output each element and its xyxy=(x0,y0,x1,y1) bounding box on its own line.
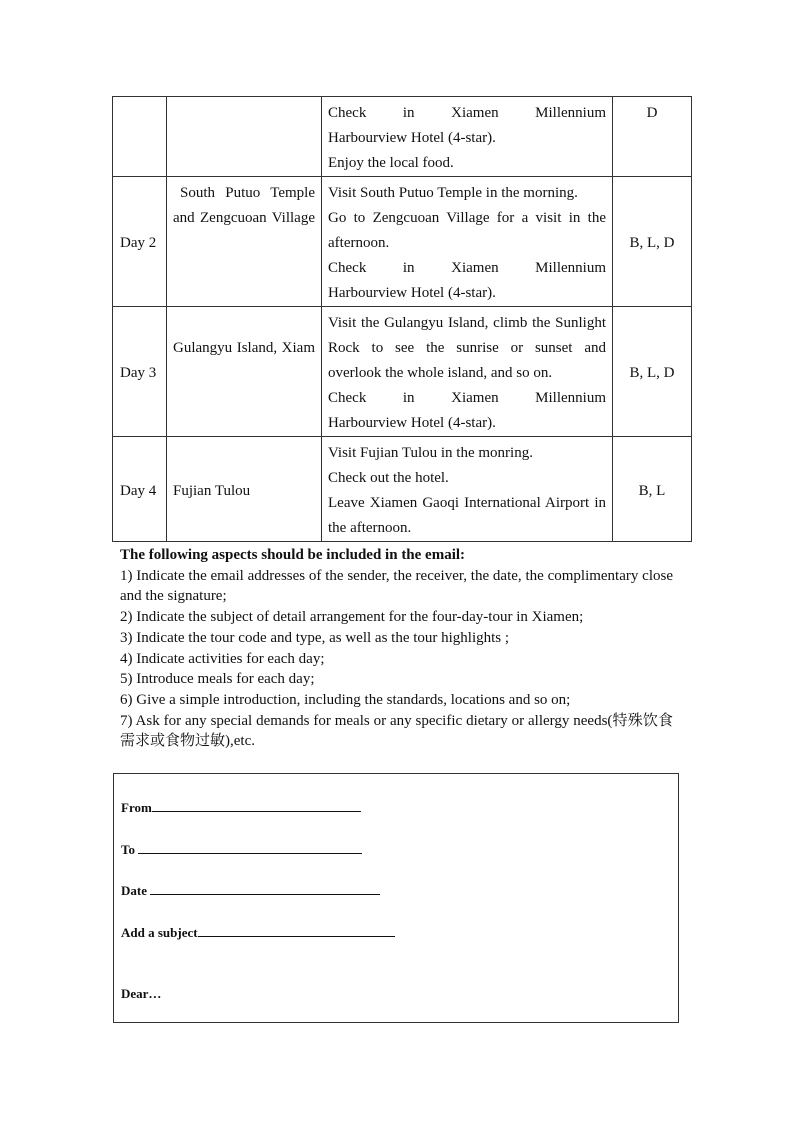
activities-cell xyxy=(322,177,613,307)
table-row xyxy=(113,307,692,437)
instruction-item: 5) Introduce meals for each day; xyxy=(120,671,315,688)
table-row xyxy=(113,97,692,177)
instruction-item: 7) Ask for any special demands for meals or any specific dietary or allergy needs(特殊饮食需求或食物过敏),etc. xyxy=(120,712,673,750)
activities-cell xyxy=(322,437,613,542)
place-cell: Gulangyu Island, Xiam xyxy=(167,307,322,437)
instruction-item: 6) Give a simple introduction, including the standards, locations and so on; xyxy=(120,691,571,708)
table-row xyxy=(113,177,692,307)
table-row xyxy=(113,437,692,542)
day-cell: Day 4 xyxy=(113,437,167,542)
activity-line: Check in Xiamen Millennium xyxy=(328,105,606,121)
to-input[interactable] xyxy=(138,840,362,854)
activity-line: Enjoy the local food. xyxy=(328,155,454,171)
meals-cell: B, L, D xyxy=(613,307,692,437)
date-label: Date xyxy=(121,883,147,898)
date-input[interactable] xyxy=(150,881,380,895)
to-field xyxy=(121,840,362,858)
meals-cell: B, L xyxy=(613,437,692,542)
activity-line: Harbourview Hotel (4-star). xyxy=(328,130,496,146)
activity-line: Visit Fujian Tulou in the monring. xyxy=(328,445,533,461)
activity-line: Harbourview Hotel (4-star). xyxy=(328,285,496,301)
greeting[interactable]: Dear… xyxy=(121,986,162,1001)
subject-label: Add a subject xyxy=(121,925,198,940)
day-cell xyxy=(113,97,167,177)
date-field xyxy=(121,881,380,899)
activity-line: Harbourview Hotel (4-star). xyxy=(328,415,496,431)
itinerary-table xyxy=(112,96,692,542)
instruction-item: 3) Indicate the tour code and type, as well as the tour highlights ; xyxy=(120,629,510,646)
day-cell: Day 2 xyxy=(113,177,167,307)
activities-cell xyxy=(322,307,613,437)
subject-input[interactable] xyxy=(198,923,395,937)
activity-line: Leave Xiamen Gaoqi International Airport in the afternoon. xyxy=(328,495,606,536)
instructions-heading: The following aspects should be included in the email: xyxy=(120,547,466,563)
activity-line: Check in Xiamen Millennium xyxy=(328,260,606,276)
activity-line: Visit South Putuo Temple in the morning. xyxy=(328,185,578,201)
instruction-item: 4) Indicate activities for each day; xyxy=(120,650,325,667)
activity-line: Check in Xiamen Millennium xyxy=(328,390,606,406)
place-cell: Fujian Tulou xyxy=(167,437,322,542)
instruction-item: 1) Indicate the email addresses of the sender, the receiver, the date, the complimentary close and the signature; xyxy=(120,567,673,605)
day-cell: Day 3 xyxy=(113,307,167,437)
subject-field xyxy=(121,923,395,941)
activities-cell xyxy=(322,97,613,177)
place-cell xyxy=(167,97,322,177)
meals-cell: D xyxy=(613,97,692,177)
email-form xyxy=(113,773,679,1023)
activity-line: Visit the Gulangyu Island, climb the Sunlight Rock to see the sunrise or sunset and overlook the whole island, and so on. xyxy=(328,315,606,381)
place-cell: South Putuo Temple and Zengcuoan Village xyxy=(167,177,322,307)
to-label: To xyxy=(121,842,135,857)
meals-cell: B, L, D xyxy=(613,177,692,307)
email-instructions xyxy=(120,545,673,752)
instruction-item: 2) Indicate the subject of detail arrangement for the four-day-tour in Xiamen; xyxy=(120,609,584,626)
from-field xyxy=(121,798,361,816)
activity-line: Go to Zengcuoan Village for a visit in the afternoon. xyxy=(328,210,606,251)
from-input[interactable] xyxy=(152,798,361,812)
from-label: From xyxy=(121,800,152,815)
activity-line: Check out the hotel. xyxy=(328,470,449,486)
